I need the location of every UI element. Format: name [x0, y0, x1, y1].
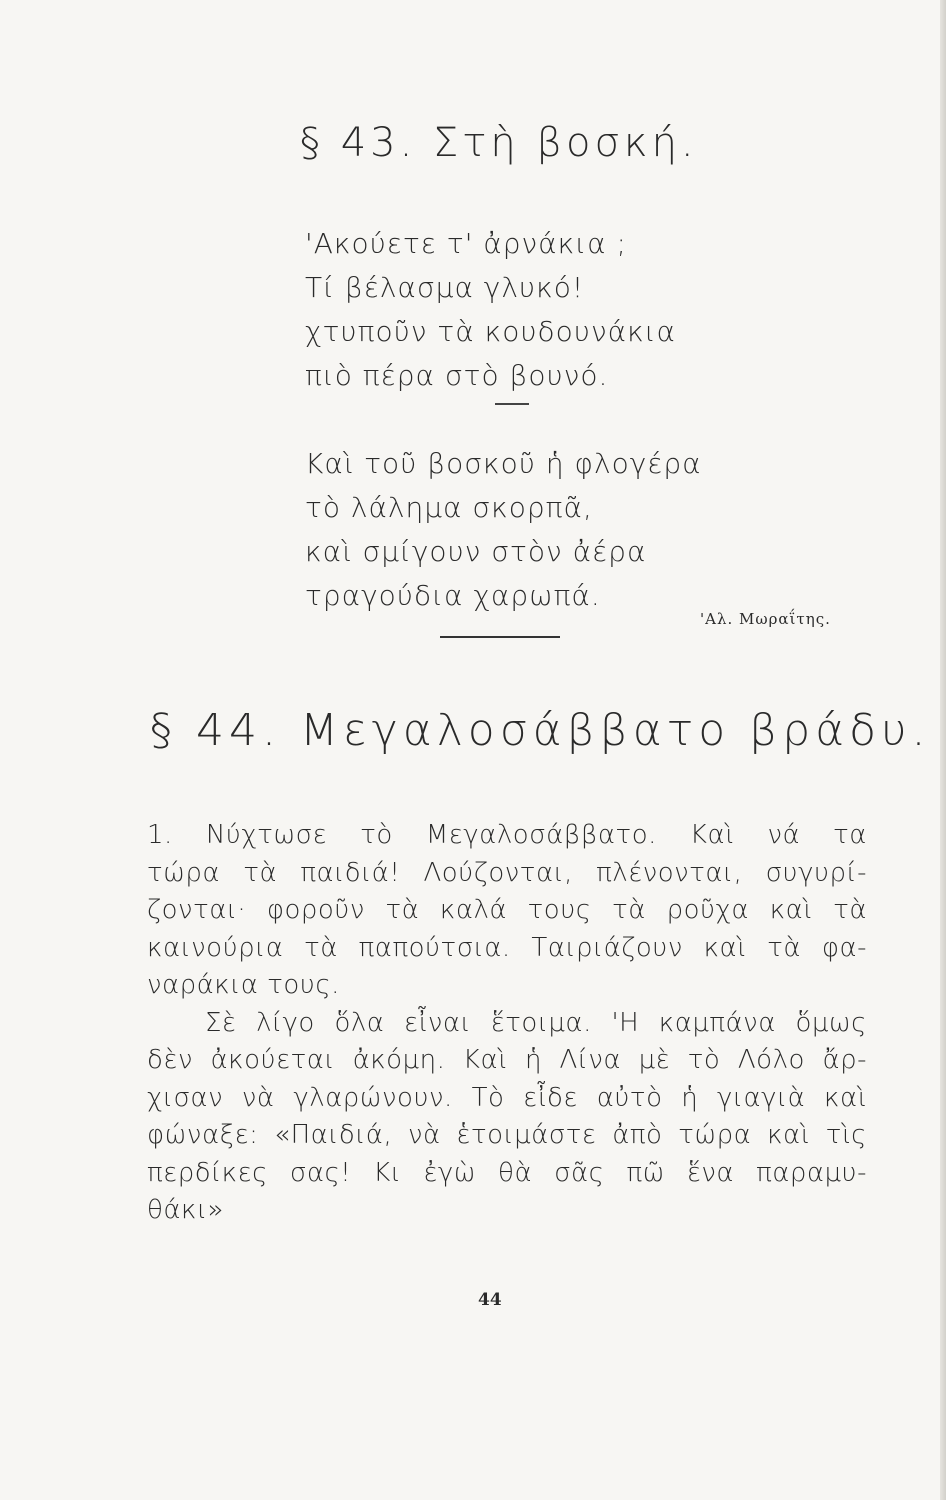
verse-line: καὶ σμίγουν στὸν ἀέρα [305, 535, 647, 568]
verse-line: χτυποῦν τὰ κουδουνάκια [305, 315, 677, 348]
prose-line: τώρα τὰ παιδιά! Λούζονται, πλένονται, συγυρί- [147, 857, 867, 888]
verse-line: τὸ λάλημα σκορπᾶ, [305, 491, 593, 524]
verse-line: τραγούδια χαρωπά. [305, 579, 601, 612]
prose-line: δὲν ἀκούεται ἀκόμη. Καὶ ἡ Λίνα μὲ τὸ Λόλο ἄρ- [147, 1045, 867, 1075]
prose-line: ναράκια τους. [147, 970, 340, 1000]
verse-line: πιὸ πέρα στὸ βουνό. [305, 359, 609, 392]
page-number: 44 [478, 1290, 502, 1310]
section-43-heading: § 43. Στὴ βοσκή. [300, 120, 698, 166]
stanza-rule [495, 403, 529, 405]
prose-line: φώναξε: «Παιδιά, νὰ ἑτοιμάστε ἀπὸ τώρα καὶ τὶς [147, 1120, 867, 1150]
poem-author: 'Αλ. Μωραΐτης. [700, 610, 831, 628]
stanza-separator [305, 398, 702, 442]
verse-line: Καὶ τοῦ βοσκοῦ ἡ φλογέρα [305, 447, 702, 480]
prose-body [147, 817, 867, 1230]
poem-verse [305, 222, 702, 618]
section-divider [440, 636, 560, 638]
verse-line: 'Ακούετε τ' ἀρνάκια ; [305, 227, 627, 260]
prose-line: περδίκες σας! Κι ἐγὼ θὰ σᾶς πῶ ἕνα παραμυ- [147, 1157, 867, 1188]
prose-line: 1. Νύχτωσε τὸ Μεγαλοσάββατο. Καὶ νά τα [147, 820, 867, 850]
page-edge [940, 0, 946, 1500]
prose-line: ζονται· φοροῦν τὰ καλά τους τὰ ροῦχα καὶ τὰ [147, 895, 867, 925]
prose-line: θάκι» [147, 1195, 224, 1225]
verse-line: Τί βέλασμα γλυκό! [305, 271, 585, 304]
prose-line: Σὲ λίγο ὅλα εἶναι ἕτοιμα. 'Η καμπάνα ὅμως [205, 1007, 867, 1038]
prose-line: χισαν νὰ γλαρώνουν. Τὸ εἶδε αὐτὸ ἡ γιαγιὰ καὶ [147, 1082, 867, 1113]
prose-line: καινούρια τὰ παπούτσια. Ταιριάζουν καὶ τὰ φα- [147, 932, 867, 963]
section-44-heading: § 44. Μεγαλοσάββατο βράδυ. [150, 705, 931, 756]
